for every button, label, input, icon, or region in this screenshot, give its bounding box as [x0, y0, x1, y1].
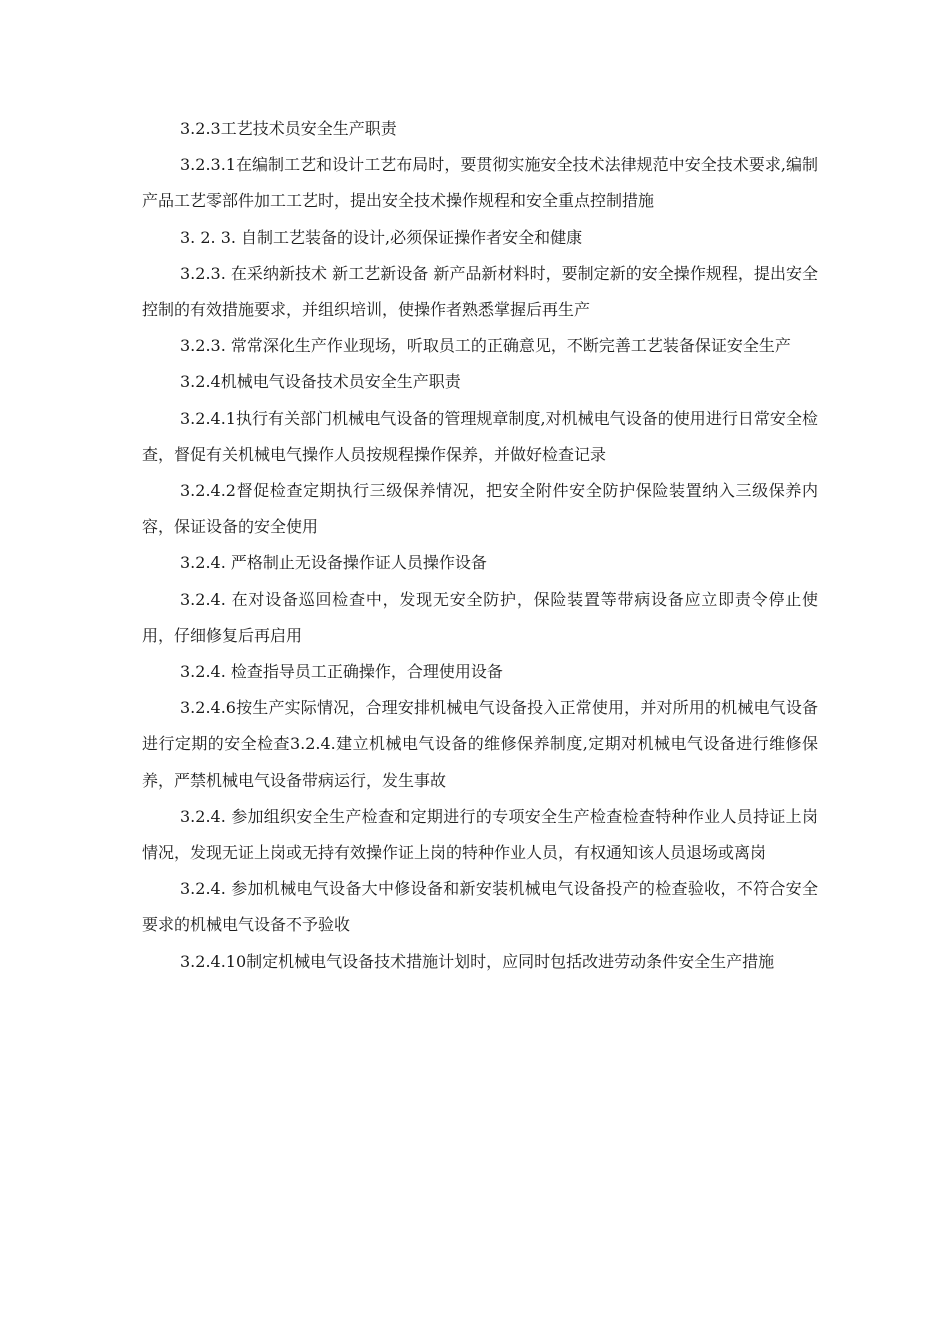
paragraph: 3.2.4.1执行有关部门机械电气设备的管理规章制度,对机械电气设备的使用进行日常安全检查，督促有关机械电气操作人员按规程操作保养，并做好检查记录: [142, 408, 818, 464]
paragraph: 3.2.4.6按生产实际情况，合理安排机械电气设备投入正常使用，并对所用的机械电气设备进行定期的安全检查3.2.4.建立机械电气设备的维修保养制度,定期对机械电气设备进行维修保养，严禁机械电气设备带病运行，发生事故: [142, 698, 818, 790]
paragraph: 3.2.4. 在对设备巡回检查中，发现无安全防护，保险装置等带病设备应立即责令停止使用，仔细修复后再启用: [142, 589, 818, 645]
paragraph: 3.2.4.2督促检查定期执行三级保养情况，把安全附件安全防护保险装置纳入三级保养内容，保证设备的安全使用: [142, 481, 818, 537]
paragraph: 3. 2. 3. 自制工艺装备的设计,必须保证操作者安全和健康: [180, 227, 583, 247]
paragraph: 3.2.3.1在编制工艺和设计工艺布局时，要贯彻实施安全技术法律规范中安全技术要求,编制产品工艺零部件加工工艺时，提出安全技术操作规程和安全重点控制措施: [142, 155, 818, 211]
document-body: [142, 111, 818, 980]
heading-3-2-3: 3.2.3工艺技术员安全生产职责: [180, 119, 397, 138]
paragraph: 3.2.4. 参加组织安全生产检查和定期进行的专项安全生产检查检查特种作业人员持证上岗情况，发现无证上岗或无持有效操作证上岗的特种作业人员，有权通知该人员退场或离岗: [142, 806, 818, 863]
heading-3-2-4: 3.2.4机械电气设备技术员安全生产职责: [180, 372, 461, 392]
paragraph: 3.2.4. 严格制止无设备操作证人员操作设备: [180, 553, 487, 573]
paragraph: 3.2.4. 检查指导员工正确操作，合理使用设备: [180, 662, 503, 682]
paragraph: 3.2.4. 参加机械电气设备大中修设备和新安装机械电气设备投产的检查验收，不符合安全要求的机械电气设备不予验收: [142, 879, 818, 935]
paragraph: 3.2.4.10制定机械电气设备技术措施计划时，应同时包括改进劳动条件安全生产措施: [180, 951, 775, 971]
paragraph: 3.2.3. 在采纳新技术 新工艺新设备 新产品新材料时，要制定新的安全操作规程，提出安全控制的有效措施要求，并组织培训，使操作者熟悉掌握后再生产: [142, 263, 818, 320]
paragraph: 3.2.3. 常常深化生产作业现场，听取员工的正确意见，不断完善工艺装备保证安全生产: [180, 336, 791, 356]
